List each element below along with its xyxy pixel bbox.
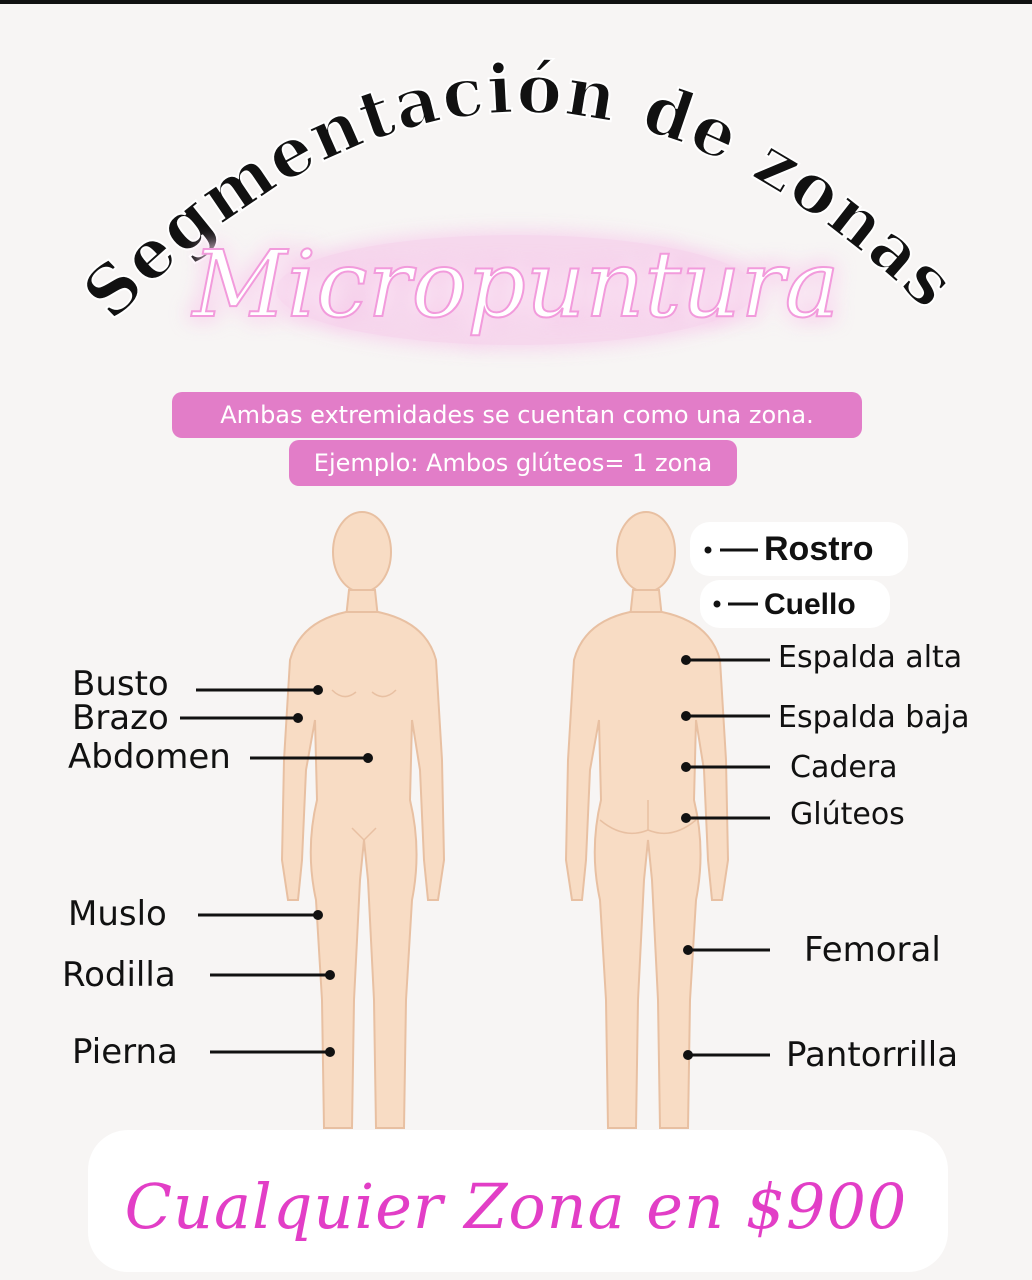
label-abdomen: Abdomen xyxy=(68,737,231,777)
label-rostro: Rostro xyxy=(764,530,874,568)
label-muslo: Muslo xyxy=(68,894,167,934)
label-busto: Busto xyxy=(72,664,169,704)
title-text: Segmentación de zonas xyxy=(67,48,972,335)
back-figure xyxy=(566,512,728,1128)
label-rodilla: Rodilla xyxy=(62,955,176,995)
label-pantorrilla: Pantorrilla xyxy=(786,1035,959,1075)
label-gluteos: Glúteos xyxy=(790,797,905,832)
promo-text: Cualquier Zona en $900 xyxy=(124,1170,908,1243)
label-espalda-alta: Espalda alta xyxy=(778,640,963,675)
back-callouts xyxy=(686,550,770,1055)
label-femoral: Femoral xyxy=(804,930,941,970)
note-pill-2: Ejemplo: Ambos glúteos= 1 zona xyxy=(289,440,737,486)
label-cuello: Cuello xyxy=(764,588,856,621)
note-pill-1: Ambas extremidades se cuentan como una zona. xyxy=(172,392,862,438)
label-espalda-baja: Espalda baja xyxy=(778,700,970,735)
neon-subtitle: Micropuntura xyxy=(192,231,840,338)
label-brazo: Brazo xyxy=(72,698,169,738)
front-figure xyxy=(282,512,444,1128)
label-pierna: Pierna xyxy=(72,1032,178,1072)
label-cadera: Cadera xyxy=(790,750,898,785)
